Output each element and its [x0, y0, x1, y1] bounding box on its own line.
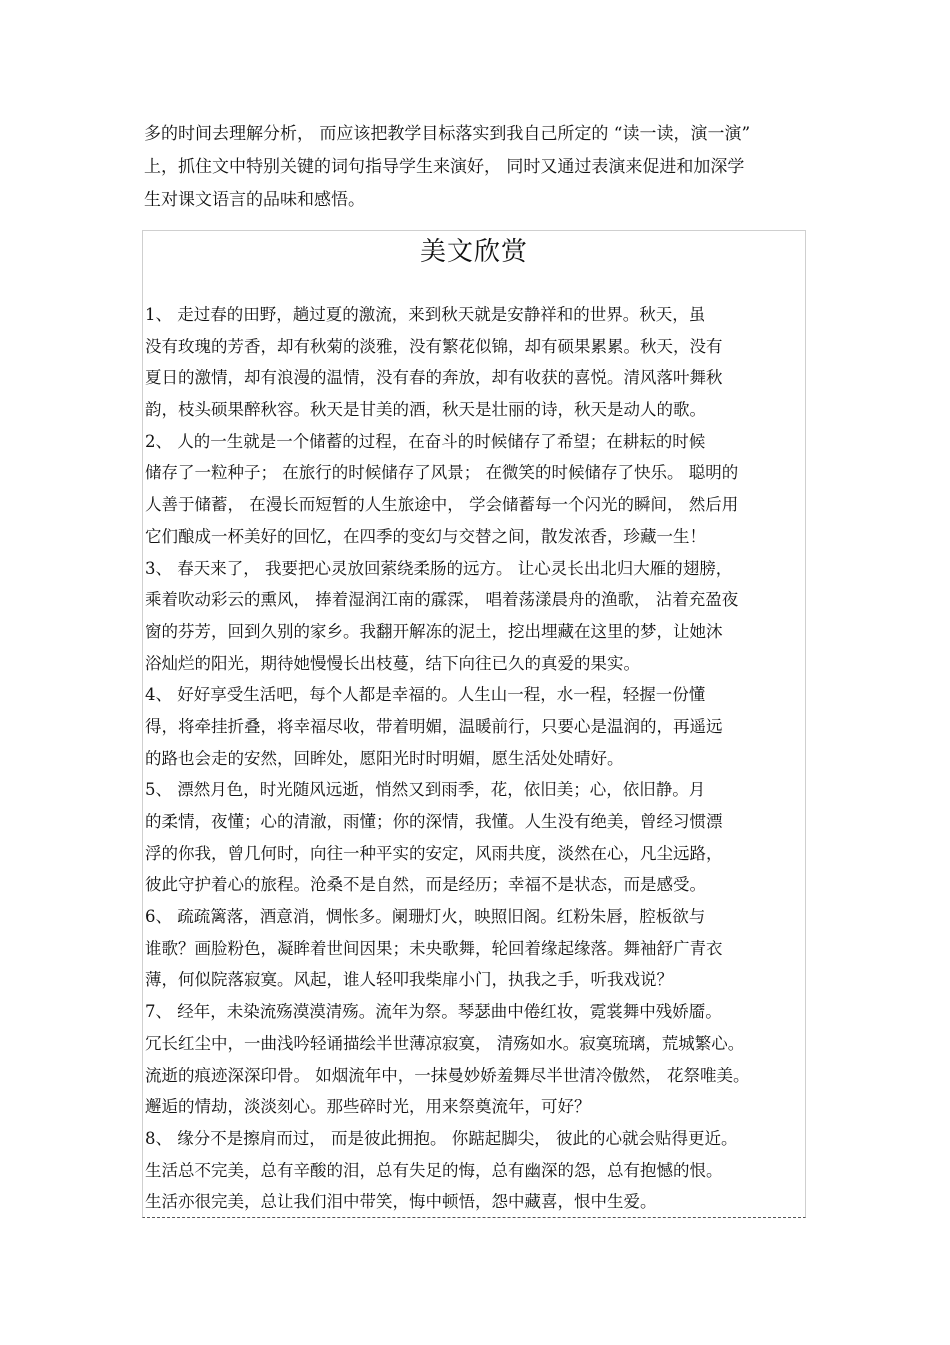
essay-line: 的柔情，夜懂；心的清澈，雨懂；你的深情，我懂。人生没有绝美，曾经习惯漂: [145, 812, 723, 831]
essay-line: 邂逅的情劫，淡淡刻心。那些碎时光，用来祭奠流年，可好？: [145, 1097, 591, 1117]
essay-line: 薄，何似院落寂寞。风起，谁人轻叩我柴扉小门，执我之手，听我戏说？: [145, 970, 673, 990]
essay-section-box: [142, 230, 806, 1218]
intro-paragraph: [144, 118, 814, 217]
essay-line: 冗长红尘中，一曲浅吟轻诵描绘半世薄凉寂寞， 清殇如水。寂寞琉璃，荒城繁心。: [145, 1033, 745, 1053]
essay-line: 浴灿烂的阳光，期待她慢慢长出枝蔓，结下向往已久的真爱的果实。: [145, 653, 640, 673]
section-title: 美文欣赏: [419, 237, 528, 267]
intro-line: 生对课文语言的品味和感悟。: [144, 190, 365, 210]
essay-line: 流逝的痕迹深深印骨。 如烟流年中，一抹曼妙娇羞舞尽半世清冷傲然， 花祭唯美。: [145, 1065, 750, 1085]
essay-line: 人善于储蓄， 在漫长而短暂的人生旅途中， 学会储蓄每一个闪光的瞬间， 然后用: [145, 495, 739, 515]
essay-line: 谁歌？画脸粉色，凝眸着世间因果；未央歌舞，轮回着缘起缘落。舞袖舒广青衣: [145, 938, 723, 958]
essay-line: 窗的芬芳，回到久别的家乡。我翻开解冻的泥土，挖出埋藏在这里的梦，让她沐: [145, 621, 723, 641]
essay-line: 2、 人的一生就是一个储蓄的过程，在奋斗的时候储存了希望；在耕耘的时候: [145, 431, 706, 451]
essay-line: 它们酿成一杯美好的回忆，在四季的变幻与交替之间，散发浓香，珍藏一生！: [145, 526, 706, 546]
essay-text: [145, 299, 750, 1218]
essay-line: 的路也会走的安然，回眸处，愿阳光时时明媚，愿生活处处晴好。: [145, 748, 624, 768]
essay-line: 8、 缘分不是擦肩而过， 而是彼此拥抱。 你踮起脚尖， 彼此的心就会贴得更近。: [145, 1128, 738, 1148]
intro-line: 多的时间去理解分析， 而应该把教学目标落实到我自己所定的 “读一读，演一演”: [144, 124, 751, 144]
essay-line: 没有玫瑰的芳香，却有秋菊的淡雅，没有繁花似锦，却有硕果累累。秋天，没有: [145, 336, 723, 356]
intro-line: 上，抓住文中特别关键的词句指导学生来演好， 同时又通过表演来促进和加深学: [144, 157, 745, 177]
essay-line: 1、 走过春的田野，趟过夏的激流，来到秋天就是安静祥和的世界。秋天，虽: [145, 305, 706, 324]
essay-line: 5、 漂然月色，时光随风远逝，悄然又到雨季，花，依旧美；心，依旧静。月: [145, 780, 706, 800]
essay-line: 韵，枝头硕果醉秋容。秋天是甘美的酒，秋天是壮丽的诗，秋天是动人的歌。: [145, 400, 706, 420]
essay-line: 浮的你我，曾几何时，向往一种平实的安定，风雨共度，淡然在心，凡尘远路，: [145, 843, 723, 863]
essay-line: 生活亦很完美，总让我们泪中带笑，悔中顿悟，怨中藏喜，恨中生爱。: [145, 1192, 657, 1212]
essay-line: 3、 春天来了， 我要把心灵放回萦绕柔肠的远方。 让心灵长出北归大雁的翅膀，: [145, 558, 733, 578]
essay-line: 乘着吹动彩云的熏风， 捧着湿润江南的霡霂， 唱着荡漾晨舟的渔歌， 沾着充盈夜: [145, 590, 739, 610]
essay-line: 储存了一粒种子； 在旅行的时候储存了风景； 在微笑的时候储存了快乐。 聪明的: [145, 463, 739, 483]
essay-line: 生活总不完美，总有辛酸的泪，总有失足的悔，总有幽深的怨，总有抱憾的恨。: [145, 1160, 723, 1180]
essay-line: 彼此守护着心的旅程。沧桑不是自然，而是经历；幸福不是状态，而是感受。: [145, 875, 706, 895]
essay-line: 6、 疏疏篱落，酒意消，惆怅多。阑珊灯火，映照旧阁。红粉朱唇，腔板欲与: [145, 907, 706, 927]
essay-line: 夏日的激情，却有浪漫的温情，没有春的奔放，却有收获的喜悦。清风落叶舞秋: [145, 368, 723, 388]
essay-line: 得，将牵挂折叠，将幸福尽收，带着明媚，温暖前行，只要心是温润的，再遥远: [145, 716, 723, 736]
essay-line: 7、 经年，未染流殇漠漠清殇。流年为祭。琴瑟曲中倦红妆，霓裳舞中残娇靥。: [145, 1002, 722, 1022]
essay-line: 4、 好好享受生活吧，每个人都是幸福的。人生山一程，水一程，轻握一份懂: [145, 685, 706, 705]
